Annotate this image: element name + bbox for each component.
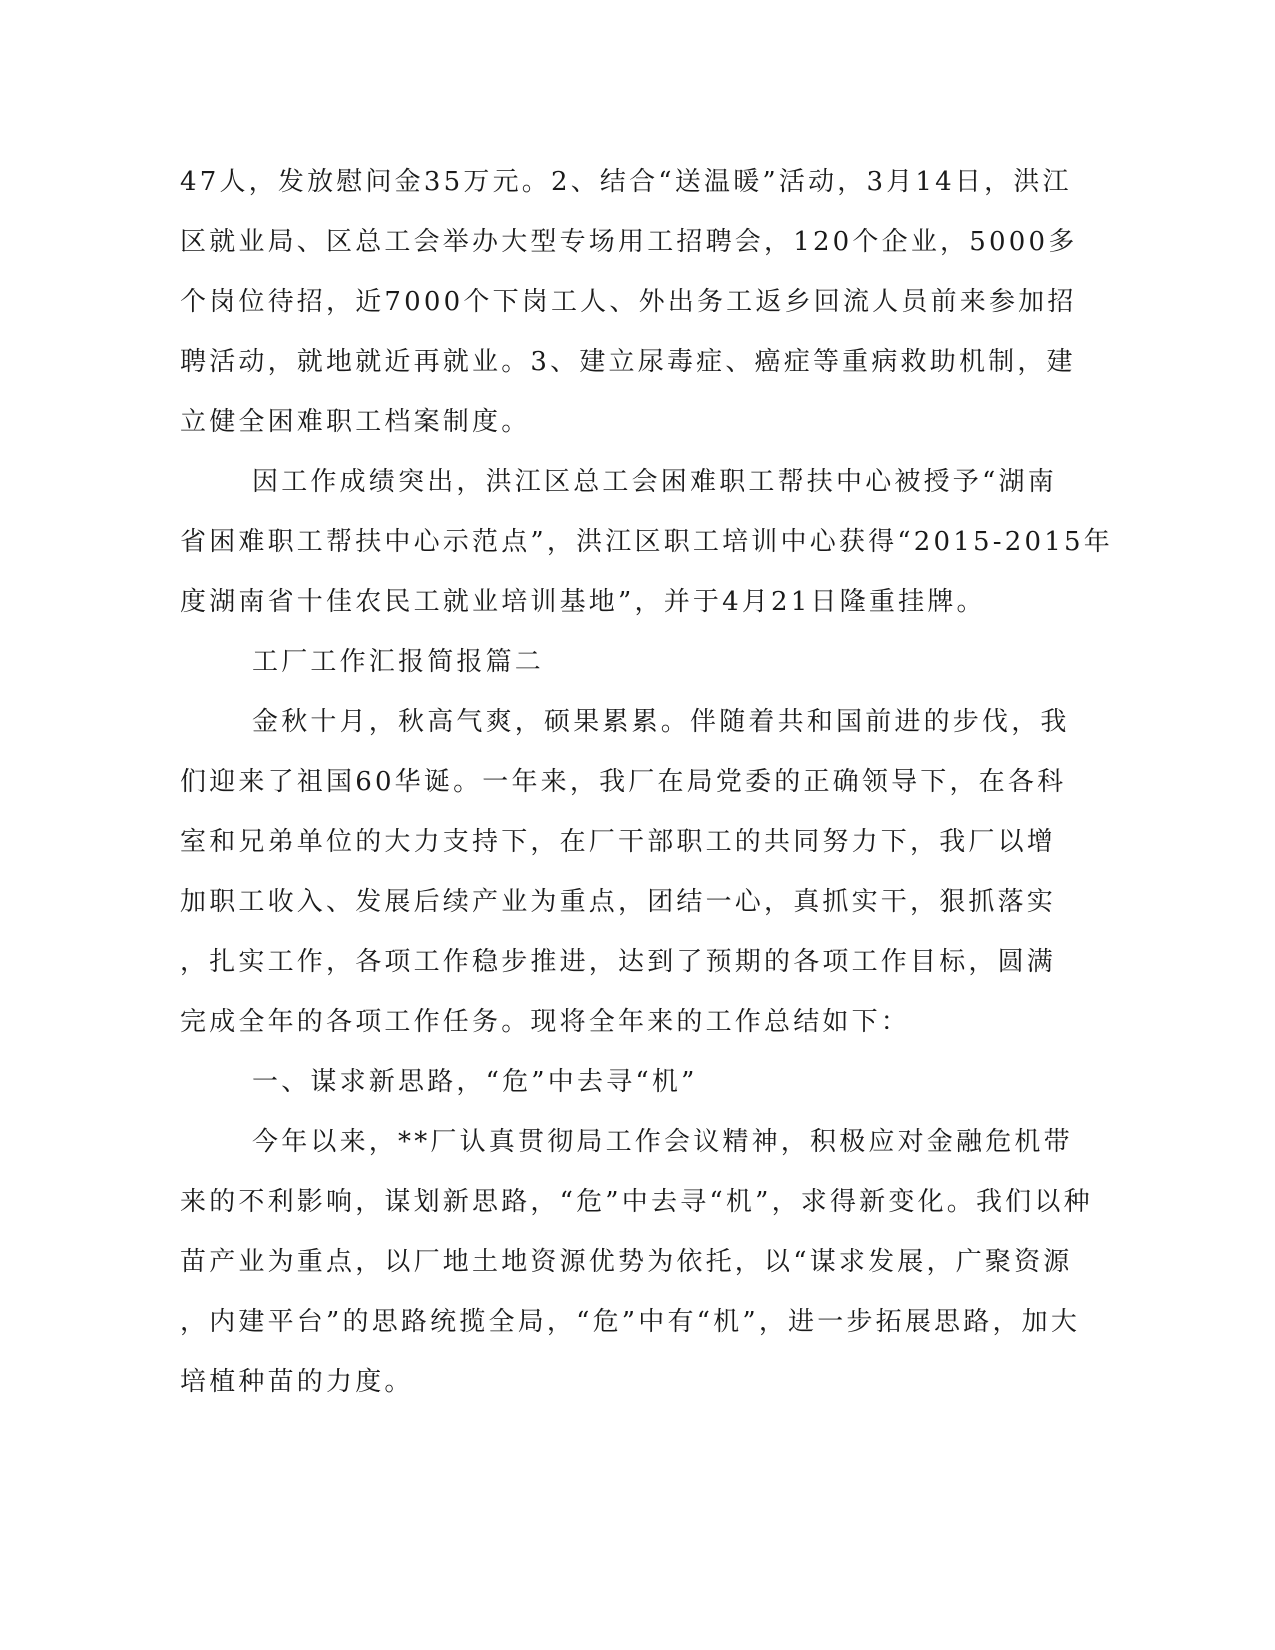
document-body xyxy=(180,152,1113,1412)
text-line: 培植种苗的力度。 xyxy=(180,1367,414,1397)
text-line: ，扎实工作，各项工作稳步推进，达到了预期的各项工作目标，圆满 xyxy=(180,947,1057,977)
text-line: 加职工收入、发展后续产业为重点，团结一心，真抓实干，狠抓落实 xyxy=(180,887,1057,917)
text-line: 来的不利影响，谋划新思路，“危”中去寻“机”，求得新变化。我们以种 xyxy=(180,1187,1093,1217)
text-line: 聘活动，就地就近再就业。3、建立尿毒症、癌症等重病救助机制，建 xyxy=(180,347,1076,377)
text-line: 度湖南省十佳农民工就业培训基地”，并于4月21日隆重挂牌。 xyxy=(180,587,986,617)
text-line: 们迎来了祖国60华诞。一年来，我厂在局党委的正确领导下，在各科 xyxy=(180,767,1067,797)
text-line: 立健全困难职工档案制度。 xyxy=(180,407,531,437)
text-line: 区就业局、区总工会举办大型专场用工招聘会，120个企业，5000多 xyxy=(180,227,1078,257)
text-line: 47人，发放慰问金35万元。2、结合“送温暖”活动，3月14日，洪江 xyxy=(180,167,1072,197)
paragraph-start-line: 因工作成绩突出，洪江区总工会困难职工帮扶中心被授予“湖南 xyxy=(252,467,1057,497)
paragraph-start-line: 金秋十月，秋高气爽，硕果累累。伴随着共和国前进的步伐，我 xyxy=(252,707,1070,737)
subsection-heading: 一、谋求新思路，“危”中去寻“机” xyxy=(252,1067,698,1097)
text-line: 苗产业为重点，以厂地土地资源优势为依托，以“谋求发展，广聚资源 xyxy=(180,1247,1073,1277)
text-line: ，内建平台”的思路统揽全局，“危”中有“机”，进一步拓展思路，加大 xyxy=(180,1307,1081,1337)
text-line: 个岗位待招，近7000个下岗工人、外出务工返乡回流人员前来参加招 xyxy=(180,287,1077,317)
paragraph-start-line: 今年以来，**厂认真贯彻局工作会议精神，积极应对金融危机带 xyxy=(252,1127,1073,1157)
text-line: 完成全年的各项工作任务。现将全年来的工作总结如下： xyxy=(180,1007,911,1037)
text-line: 室和兄弟单位的大力支持下，在厂干部职工的共同努力下，我厂以增 xyxy=(180,827,1057,857)
text-line: 省困难职工帮扶中心示范点”，洪江区职工培训中心获得“2015-2015年 xyxy=(180,527,1113,557)
section-heading: 工厂工作汇报简报篇二 xyxy=(252,647,545,677)
